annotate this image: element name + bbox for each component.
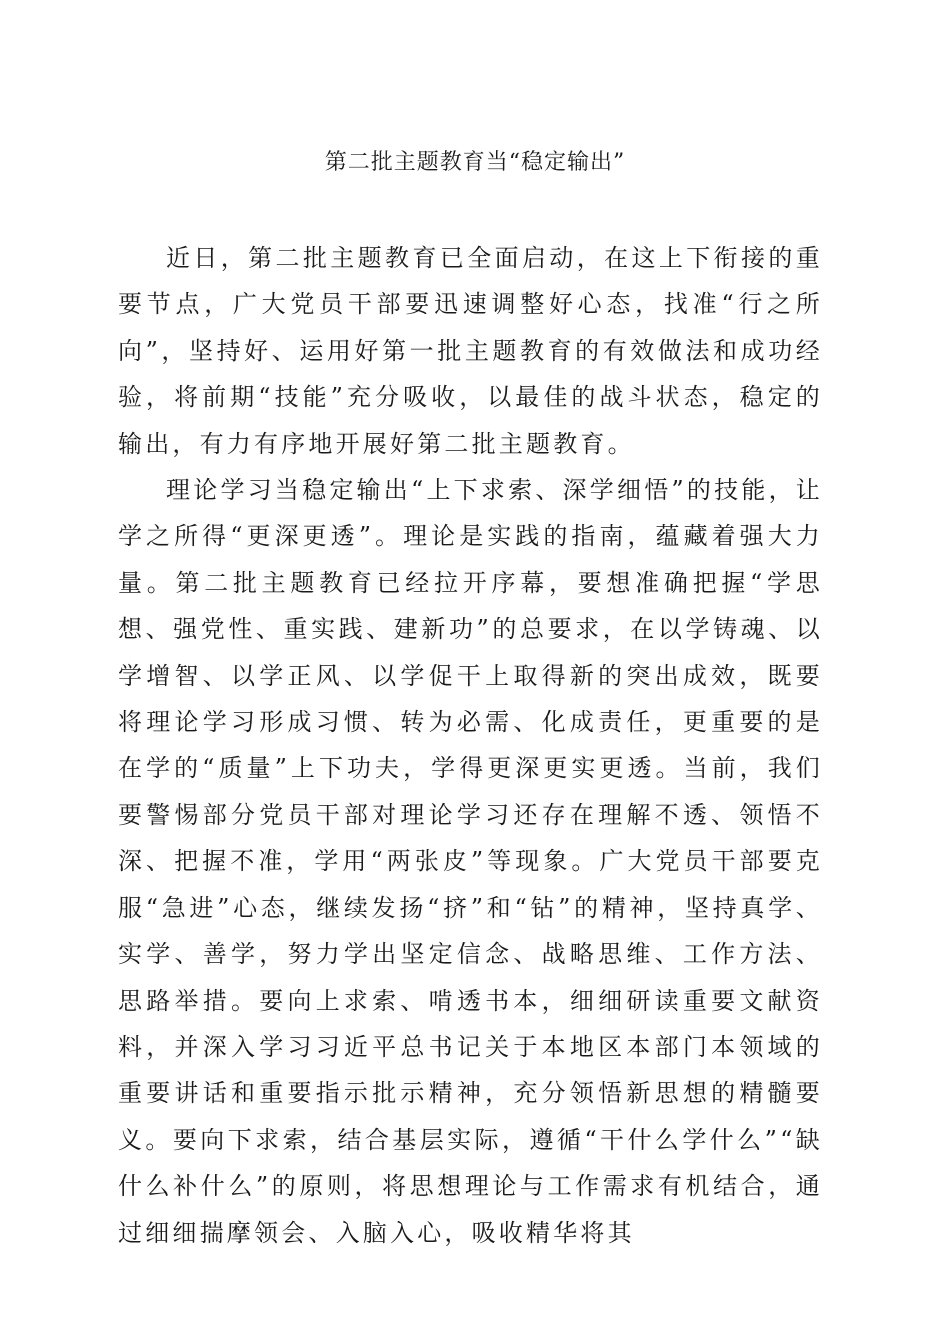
document-body (118, 235, 823, 1256)
paragraph-intro: 近日，第二批主题教育已全面启动，在这上下衔接的重要节点，广大党员干部要迅速调整好心态，找准“行之所向”，坚持好、运用好第一批主题教育的有效做法和成功经验，将前期“技能”充分吸收，以最佳的战斗状态，稳定的输出，有力有序地开展好第二批主题教育。 (118, 244, 823, 458)
paragraph-theory-study: 理论学习当稳定输出“上下求索、深学细悟”的技能，让学之所得“更深更透”。理论是实践的指南，蕴藏着强大力量。第二批主题教育已经拉开序幕，要想准确把握“学思想、强党性、重实践、建新功”的总要求，在以学铸魂、以学增智、以学正风、以学促干上取得新的突出成效，既要将理论学习形成习惯、转为必需、化成责任，更重要的是在学的“质量”上下功夫，学得更深更实更透。当前，我们要警惕部分党员干部对理论学习还存在理解不透、领悟不深、把握不准，学用“两张皮”等现象。广大党员干部要克服“急进”心态，继续发扬“挤”和“钻”的精神，坚持真学、实学、善学，努力学出坚定信念、战略思维、工作方法、思路举措。要向上求索、啃透书本，细细研读重要文献资料，并深入学习习近平总书记关于本地区本部门本领域的重要讲话和重要指示批示精神，充分领悟新思想的精髓要义。要向下求索，结合基层实际，遵循“干什么学什么”“缺什么补什么”的原则，将思想理论与工作需求有机结合，通过细细揣摩领会、入脑入心，吸收精华将其 (118, 476, 823, 1247)
document-title: 第二批主题教育当“稳定输出” (324, 150, 626, 175)
